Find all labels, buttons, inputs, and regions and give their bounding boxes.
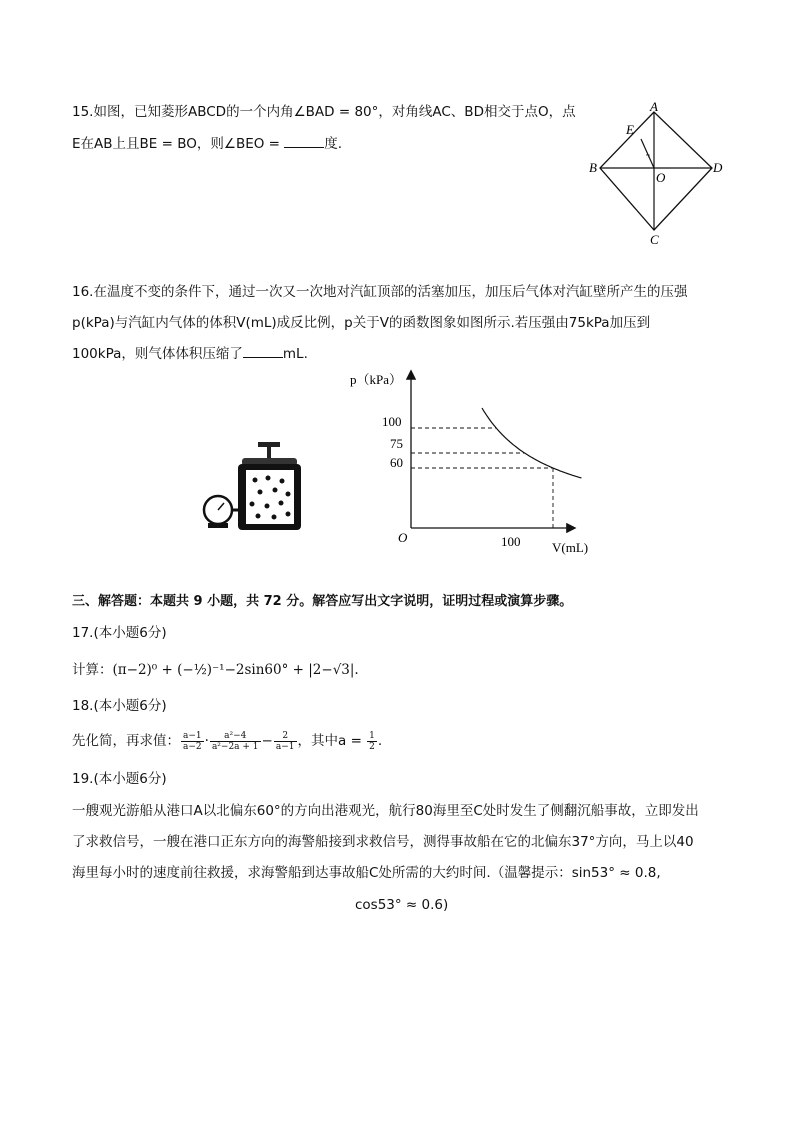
label-o: O xyxy=(656,170,666,185)
y-axis-label: p（kPa） xyxy=(350,372,403,387)
piston-rod xyxy=(267,446,271,460)
q17-body: 计算：(π−2)⁰ + (−½)⁻¹−2sin60° + |2−√3|. xyxy=(72,662,359,678)
fraction: $\frac{a-1}{a-2}$ xyxy=(183,730,202,752)
label-a: A xyxy=(650,100,658,114)
label-e: E xyxy=(626,122,634,137)
cylinder-illustration xyxy=(200,440,310,540)
y-tick-100: 100 xyxy=(382,414,402,429)
q19-line3: 海里每小时的速度前往救援，求海警船到达事故船C处所需的大约时间.（温馨提示：sin53° ≈ 0.8, xyxy=(72,865,661,881)
gauge-base xyxy=(208,523,228,528)
y-tick-75: 75 xyxy=(390,436,403,451)
q17-header: 17.(本小题6分) xyxy=(72,625,167,641)
x-tick-100: 100 xyxy=(501,534,521,549)
y-tick-60: 60 xyxy=(390,455,403,470)
answer-blank xyxy=(243,343,283,358)
q16-line1: 16.在温度不变的条件下，通过一次又一次地对汽缸顶部的活塞加压，加压后气体对汽缸壁所产生的压强 xyxy=(72,284,688,300)
q19-line1: 一艘观光游船从港口A以北偏东60°的方向出港观光，航行80海里至C处时发生了侧翻沉船事故，立即发出 xyxy=(72,803,699,819)
fraction: $\frac{\text{a²−4}}{\text{a²−2a + 1}}$ xyxy=(211,730,259,752)
q17-expression: (π−2)⁰ + (−½)⁻¹−2sin60° + |2−√3|. xyxy=(112,662,359,678)
q16-line3: 100kPa，则气体体积压缩了 mL. xyxy=(72,343,308,364)
label-c: C xyxy=(650,232,659,247)
origin-label: O xyxy=(398,530,408,545)
fraction: $\frac{2}{a-1}$ xyxy=(275,730,295,752)
x-axis-label: V(mL) xyxy=(552,540,589,555)
answer-blank xyxy=(284,133,324,148)
guide-lines xyxy=(411,428,553,528)
q19-line2: 了求救信号，一艘在港口正东方向的海警船接到求救信号，测得事故船在它的北偏东37°方向，马上以40 xyxy=(72,834,694,850)
q19-line4: cos53° ≈ 0.6) xyxy=(355,897,449,913)
q18-header: 18.(本小题6分) xyxy=(72,698,167,714)
section-heading: 三、解答题：本题共 9 小题，共 72 分。解答应写出文字说明，证明过程或演算步骤。 xyxy=(72,594,573,609)
q19-header: 19.(本小题6分) xyxy=(72,771,167,787)
q15-line2: E在AB上且BE = BO，则∠BEO = 度. xyxy=(72,133,342,154)
q18-body: 先化简，再求值： $\frac{a-1}{a-2}$ · $\frac{\text{a²−4}}{\text{a²−2a + 1}}$ − $\frac{2}{a-1}$ ，其中a = $\frac{1}{2}$ . xyxy=(72,730,383,752)
fraction: $\frac{1}{2}$ xyxy=(369,730,375,752)
rhombus-figure xyxy=(584,100,724,250)
segment-eo xyxy=(641,139,654,168)
q16-line2: p(kPa)与汽缸内气体的体积V(mL)成反比例，p关于V的函数图象如图所示.若压强由75kPa加压到 xyxy=(72,315,651,331)
q15-line1: 15.如图，已知菱形ABCD的一个内角∠BAD = 80°，对角线AC、BD相交于点O，点 xyxy=(72,104,576,120)
label-b: B xyxy=(589,160,597,175)
inverse-curve xyxy=(482,408,581,478)
label-d: D xyxy=(713,160,723,175)
pv-graph xyxy=(340,362,590,562)
